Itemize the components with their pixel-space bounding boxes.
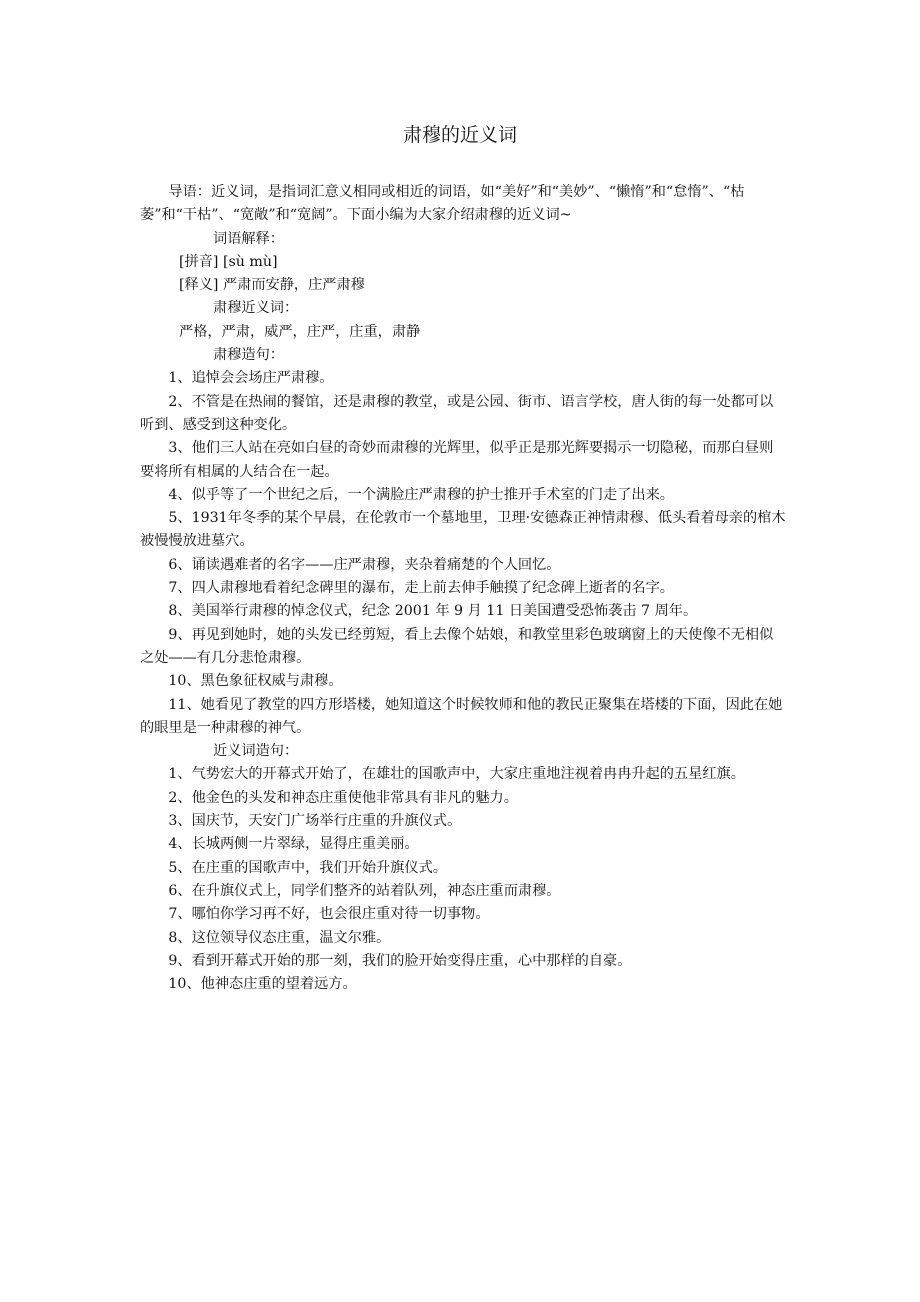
meaning-line: [释义] 严肃而安静，庄严肃穆 xyxy=(179,277,365,294)
sentence-item: 4、似乎等了一个世纪之后，一个满脸庄严肃穆的护士推开手术室的门走了出来。 xyxy=(168,486,674,503)
sentence-item: 11、她看见了教堂的四方形塔楼，她知道这个时候牧师和他的教民正聚集在塔楼的下面，因此在她的眼里是一种肃穆的神气。 xyxy=(140,696,783,736)
synonym-sentence-item: 6、在升旗仪式上，同学们整齐的站着队列，神态庄重而肃穆。 xyxy=(168,882,561,899)
synonym-sentence-item: 4、长城两侧一片翠绿，显得庄重美丽。 xyxy=(168,836,419,853)
document-title: 肃穆的近义词 xyxy=(402,124,517,146)
sentence-item: 5、1931年冬季的某个早晨，在伦敦市一个墓地里，卫理·安德森正神情肃穆、低头看着母亲的棺木被慢慢放进墓穴。 xyxy=(140,510,786,550)
synonym-sentence-item: 2、他金色的头发和神态庄重使他非常具有非凡的魅力。 xyxy=(168,789,518,806)
synonym-sentences-heading: 近义词造句： xyxy=(213,743,299,760)
synonyms-list: 严格，严肃，威严，庄严，庄重，肃静 xyxy=(179,323,421,340)
sentence-item: 3、他们三人站在亮如白昼的奇妙而肃穆的光辉里，似乎正是那光辉要揭示一切隐秘，而那白昼则要将所有相属的人结合在一起。 xyxy=(140,440,774,480)
synonym-sentence-item: 3、国庆节，天安门广场举行庄重的升旗仪式。 xyxy=(168,813,462,830)
synonym-sentence-item: 9、看到开幕式开始的那一刻，我们的脸开始变得庄重，心中那样的自豪。 xyxy=(168,952,632,969)
pinyin-line: [拼音] [sù mù] xyxy=(179,253,278,270)
synonyms-heading: 肃穆近义词： xyxy=(213,300,299,317)
sentence-item: 2、不管是在热闹的餐馆，还是肃穆的教堂，或是公园、街市、语言学校，唐人街的每一处都可以听到、感受到这种变化。 xyxy=(140,393,774,433)
synonym-sentence-item: 5、在庄重的国歌声中，我们开始升旗仪式。 xyxy=(168,859,447,876)
synonym-sentence-item: 8、这位领导仪态庄重，温文尔雅。 xyxy=(168,929,391,946)
explain-heading: 词语解释： xyxy=(213,230,284,247)
document-body xyxy=(140,181,786,996)
sentence-item: 1、追悼会会场庄严肃穆。 xyxy=(168,370,334,387)
sentences-heading: 肃穆造句： xyxy=(213,347,284,364)
sentence-item: 7、四人肃穆地看着纪念碑里的瀑布，走上前去伸手触摸了纪念碑上逝者的名字。 xyxy=(168,580,674,597)
synonym-sentence-item: 10、他神态庄重的望着远方。 xyxy=(168,976,357,993)
sentence-item: 10、黑色象征权威与肃穆。 xyxy=(168,673,343,690)
synonym-sentence-item: 1、气势宏大的开幕式开始了，在雄壮的国歌声中，大家庄重地注视着冉冉升起的五星红旗。 xyxy=(168,766,745,783)
synonym-sentence-item: 7、哪怕你学习再不好，也会很庄重对待一切事物。 xyxy=(168,906,490,923)
intro-paragraph: 导语：近义词，是指词汇意义相同或相近的词语，如“美好”和“美妙”、“懒惰”和“怠惰”、“枯萎”和“干枯”、“宽敞”和“宽阔”。下面小编为大家介绍肃穆的近义词~ xyxy=(140,184,745,224)
sentence-item: 8、美国举行肃穆的悼念仪式，纪念 2001 年 9 月 11 日美国遭受恐怖袭击 7 周年。 xyxy=(168,603,698,620)
sentence-item: 6、诵读遇难者的名字——庄严肃穆，夹杂着痛楚的个人回忆。 xyxy=(168,556,561,573)
sentence-item: 9、再见到她时，她的头发已经剪短，看上去像个姑娘，和教堂里彩色玻璃窗上的天使像不无相似之处——有几分悲怆肃穆。 xyxy=(140,626,774,666)
